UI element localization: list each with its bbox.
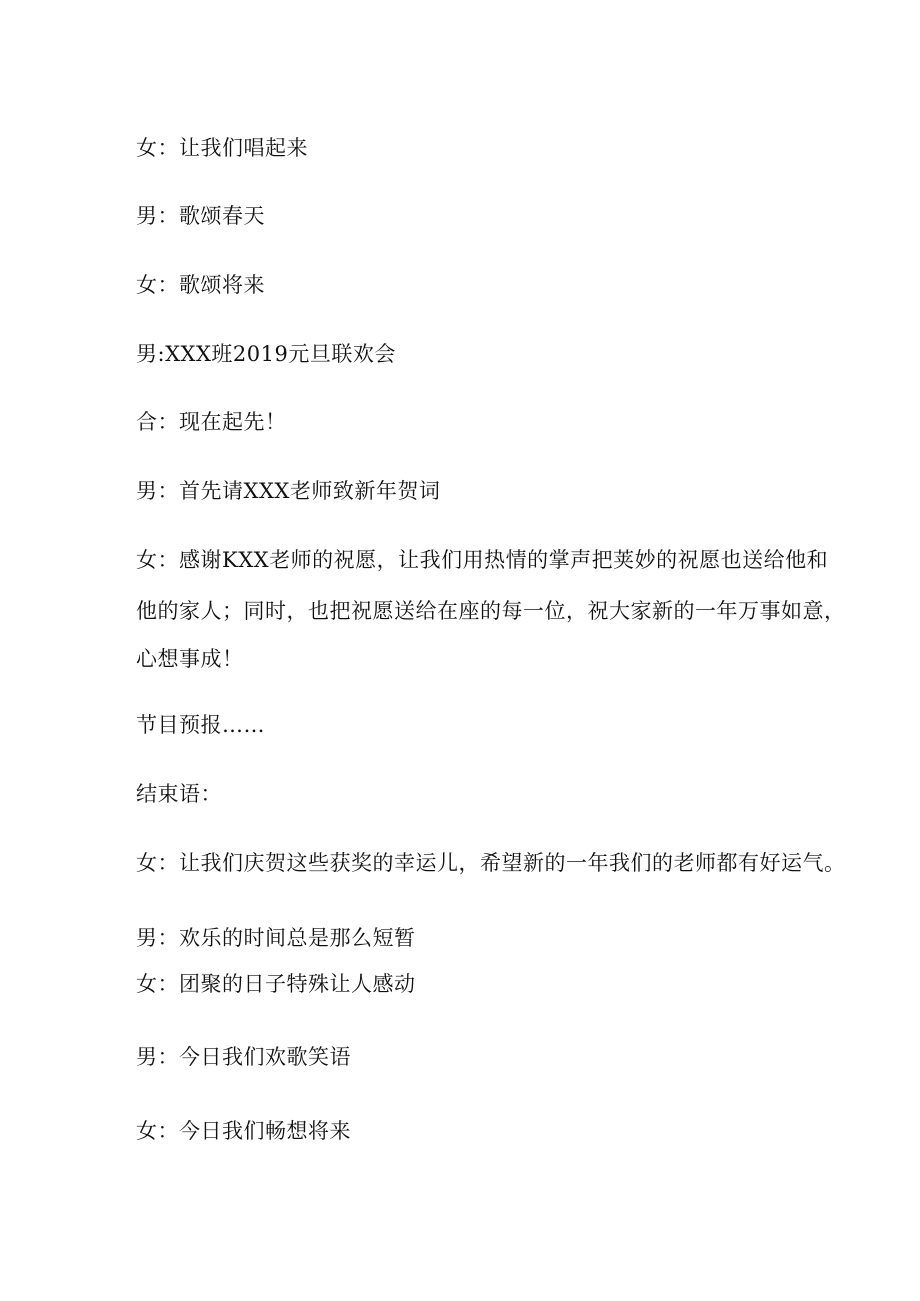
script-line: 男：欢乐的时间总是那么短暂	[136, 926, 416, 950]
script-line: 女：让我们庆贺这些获奖的幸运儿，希望新的一年我们的老师都有好运气。	[136, 851, 846, 875]
script-line: 他的家人；同时，也把祝愿送给在座的每一位，祝大家新的一年万事如意，	[136, 599, 846, 623]
script-line: 心想事成！	[136, 647, 244, 671]
script-line: 男：首先请XXX老师致新年贺词	[136, 479, 441, 503]
script-line: 男：歌颂春天	[136, 204, 265, 228]
script-line: 男:XXX班2019元旦联欢会	[136, 342, 396, 366]
script-line: 女：今日我们畅想将来	[136, 1119, 351, 1143]
section-heading: 结束语：	[136, 782, 222, 806]
script-line: 男：今日我们欢歌笑语	[136, 1045, 351, 1069]
script-line: 女：感谢KXX老师的祝愿，让我们用热情的掌声把荚妙的祝愿也送给他和	[136, 548, 829, 572]
section-heading: 节目预报……	[136, 713, 265, 737]
script-line: 女：团聚的日子特殊让人感动	[136, 972, 416, 996]
script-line: 女：让我们唱起来	[136, 136, 308, 160]
script-line: 女：歌颂将来	[136, 273, 265, 297]
script-line: 合：现在起先！	[136, 410, 287, 434]
